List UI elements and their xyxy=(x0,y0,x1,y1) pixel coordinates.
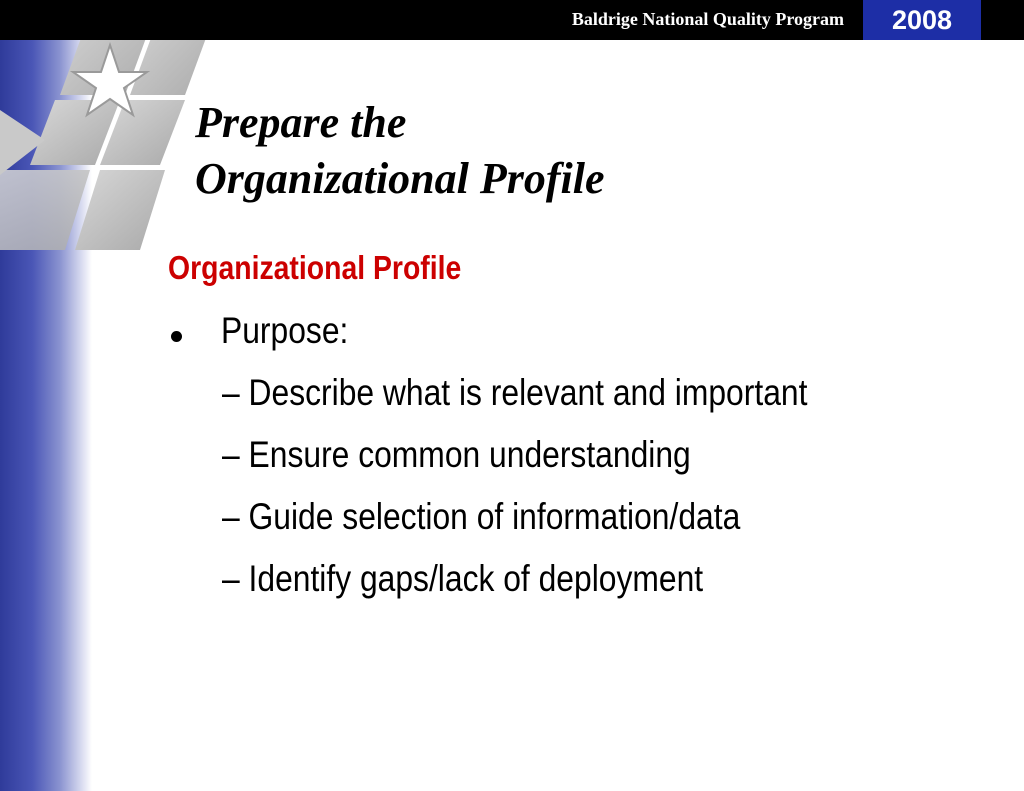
slide-title-line-1: Prepare the xyxy=(195,98,407,147)
slide-title-line-2: Organizational Profile xyxy=(195,154,605,203)
bullet-dot-icon xyxy=(171,331,182,342)
bullet-text: Purpose: xyxy=(221,310,349,351)
sub-item: – Identify gaps/lack of deployment xyxy=(222,558,704,599)
year-badge: 2008 xyxy=(863,0,981,40)
slide-title xyxy=(195,95,605,207)
sub-item: – Guide selection of information/data xyxy=(222,496,741,537)
section-heading: Organizational Profile xyxy=(168,249,462,286)
sub-item: – Ensure common understanding xyxy=(222,434,691,475)
sub-item: – Describe what is relevant and important xyxy=(222,372,808,413)
program-name: Baldrige National Quality Program xyxy=(571,9,844,29)
